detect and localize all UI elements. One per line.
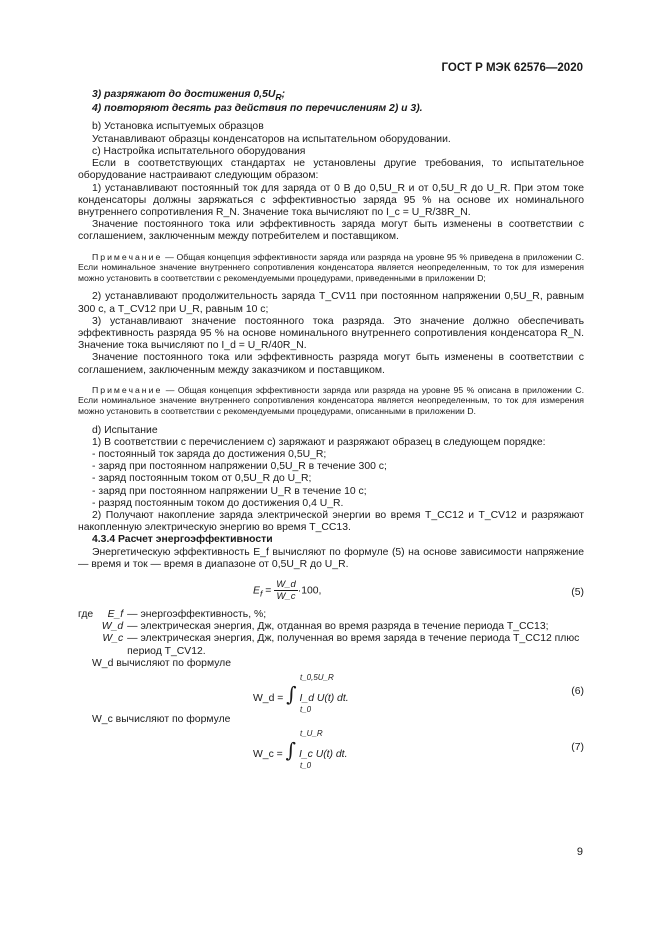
section-intro: Энергетическую эффективность E_f вычисляют по формуле (5) на основе зависимости напряжение — время и ток — время в диапазоне от 0,5U_R до U_R. <box>78 546 584 570</box>
where-list: где E_f — энергоэффективность, %; W_d — электрическая энергия, Дж, отданная во время разряда в течение периода T_CC13; W_c — электрическая энергия, Дж, полученная во время заряда в течение периода T_CC12 плюс период T_CV12. <box>78 608 580 657</box>
c-item3: 3) устанавливают значение постоянного тока разряда. Это значение должно обеспечивать эффективность разряда 95 % на основе номинального внутреннего сопротивления конденсатора R_N. Значение тока вычисляют по I_d = U_R/40R_N. <box>78 315 584 352</box>
formula-7: W_c = ∫ I_c U(t) dt. t_U_R t_0 (7) <box>253 729 584 771</box>
formula-6-number: (6) <box>571 685 584 697</box>
wc-text: W_c вычисляют по формуле <box>92 713 231 725</box>
b-text: Устанавливают образцы конденсаторов на испытательном оборудовании. <box>92 133 451 145</box>
c-intro: Если в соответствующих стандартах не установлены другие требования, то испытательное оборудование настраивают следующим образом: <box>78 158 584 182</box>
d-list-item: - заряд постоянным током от 0,5U_R до U_R; <box>92 473 312 485</box>
step-4: 4) повторяют десять раз действия по перечислениям 2) и 3). <box>92 103 423 115</box>
d-list-item: - заряд при постоянном напряжении U_R в течение 10 с; <box>92 485 367 497</box>
d-list-item: - разряд постоянным током до достижения 0,4 U_R. <box>92 497 344 509</box>
formula-6: W_d = ∫ I_d U(t) dt. t_0,5U_R t_0 (6) <box>253 672 584 714</box>
d-item2: 2) Получают накопление заряда электрической энергии во время T_CC12 и T_CV12 и разряжают накопленную электрическую энергию во время T_CC13. <box>78 509 584 534</box>
integral-sign: ∫ <box>285 738 297 763</box>
integral-sign: ∫ <box>286 681 297 706</box>
formula-5: $E_f$ = $\frac{W\_d}{W\_c}$ ·100, (5) <box>253 578 584 602</box>
formula-7-number: (7) <box>571 742 584 754</box>
note-2: Примечание — Общая концепция эффективности заряда или разряда на уровне 95 % описана в приложении С. Если номинальное значение внутреннего сопротивления конденсатора является неопределенным, то ток для измерения можно установить в соответствии с рекомендуемыми процедурами, описанными в приложении D. <box>78 384 584 416</box>
c-item1: 1) устанавливают постоянный ток для заряда от 0 В до 0,5U_R и от 0,5U_R до U_R. При этом токе конденсаторы должны заряжаться с эффективностью заряда 95 % на основе их номинального внутреннего сопротивления R_N. Значение тока вычисляют по I_c = U_R/38R_N. <box>78 182 584 218</box>
standard-header: ГОСТ Р МЭК 62576—2020 <box>441 62 583 74</box>
d-list-item: - заряд при постоянном напряжении 0,5U_R в течение 300 с; <box>92 461 387 473</box>
document-body <box>78 89 584 770</box>
section-title: 4.3.4 Расчет энергоэффективности <box>92 534 273 546</box>
b-title: b) Установка испытуемых образцов <box>92 121 264 133</box>
formula-5-number: (5) <box>571 586 584 598</box>
c-item2: 2) устанавливают продолжительность заряда T_CV11 при постоянном напряжении 0,5U_R, равным 300 с, а T_CV12 при U_R, равным 10 с; <box>78 291 584 315</box>
d-title: d) Испытание <box>92 424 158 436</box>
c-change1: Значение постоянного тока или эффективность заряда могут быть изменены в соответствии с соглашением, заключенным между потребителем и поставщиком. <box>78 219 584 243</box>
c-change2: Значение постоянного тока или эффективность разряда могут быть изменены в соответствии с соглашением, заключенным между заказчиком и поставщиком. <box>78 352 584 376</box>
step-3: 3) разряжают до достижения $0,5U_R$; <box>92 89 286 103</box>
formula-5-fraction: $\frac{W\_d}{W\_c}$ <box>276 578 296 602</box>
c-title: c) Настройка испытательного оборудования <box>92 145 306 157</box>
page-number: 9 <box>576 846 583 858</box>
d-list-item: - постоянный ток заряда до достижения 0,5U_R; <box>92 448 327 460</box>
d-item1: 1) В соответствии с перечислением с) заряжают и разряжают образец в следующем порядке: <box>92 436 546 448</box>
wd-text: W_d вычисляют по формуле <box>92 657 232 669</box>
note-1: Примечание — Общая концепция эффективности заряда или разряда на уровне 95 % приведена в приложении С. Если номинальное значение внутреннего сопротивления конденсатора является неопределенным, то ток для измерения можно установить в соответствии с рекомендуемыми процедурами, приведенными в приложении D; <box>78 251 584 283</box>
